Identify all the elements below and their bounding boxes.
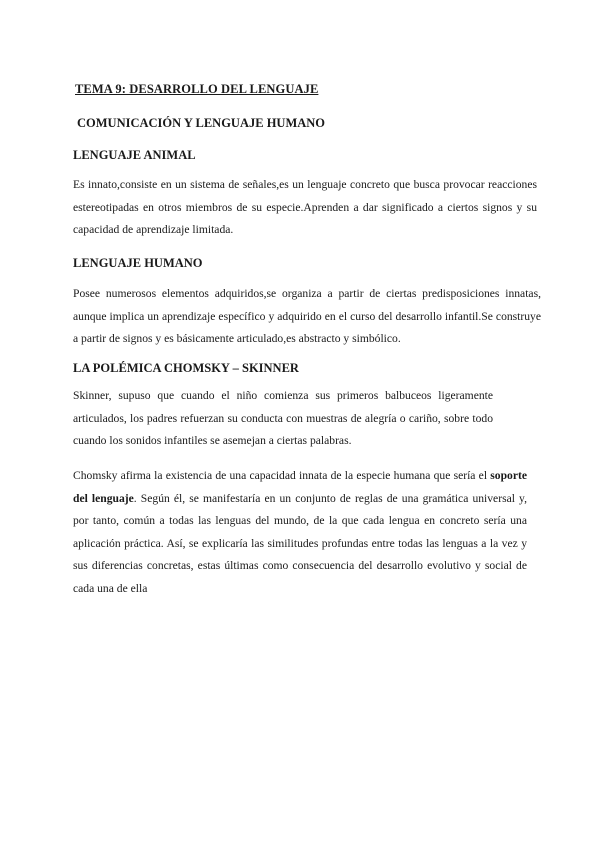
paragraph-lenguaje-animal: Es innato,consiste en un sistema de señales,es un lenguaje concreto que busca provocar reacciones estereotipadas en otros miembros de su especie.Aprenden a dar significado a ciertos signos y su capacidad de aprendizaje limitada. [73, 178, 537, 236]
paragraph-chomsky-bold: soporte del lenguaje [73, 469, 527, 505]
paragraph-chomsky-part2: . Según él, se manifestaría en un conjunto de reglas de una gramática universal y, por tanto, común a todas las lenguas del mundo, de la que cada lengua en concreto sería una aplicación práctica. Así, se explicaría las similitudes profundas entre todas las lenguas a la vez y sus diferencias concretas, estas últimas como consecuencia del desarrollo evolutivo y social de cada una de ella [73, 491, 527, 595]
paragraph-chomsky-part1: Chomsky afirma la existencia de una capacidad innata de la especie humana que sería el [73, 469, 491, 482]
paragraph-chomsky [73, 465, 527, 600]
section-heading-lenguaje-animal: LENGUAJE ANIMAL [73, 148, 196, 162]
section-heading-polemica: LA POLÉMICA CHOMSKY – SKINNER [73, 361, 299, 375]
section-heading-lenguaje-humano: LENGUAJE HUMANO [73, 256, 203, 270]
paragraph-skinner: Skinner, supuso que cuando el niño comienza sus primeros balbuceos ligeramente articulados, los padres refuerzan su conducta con muestras de alegría o cariño, sobre todo cuando los sonidos infantiles se asemejan a ciertas palabras. [73, 389, 493, 447]
document-subtitle: COMUNICACIÓN Y LENGUAJE HUMANO [77, 116, 326, 130]
document-title: TEMA 9: DESARROLLO DEL LENGUAJE [75, 82, 319, 96]
paragraph-lenguaje-humano: Posee numerosos elementos adquiridos,se organiza a partir de ciertas predisposiciones innatas, aunque implica un aprendizaje específico y adquirido en el curso del desarrollo infantil.Se construye a partir de signos y es básicamente articulado,es abstracto y simbólico. [73, 287, 541, 345]
